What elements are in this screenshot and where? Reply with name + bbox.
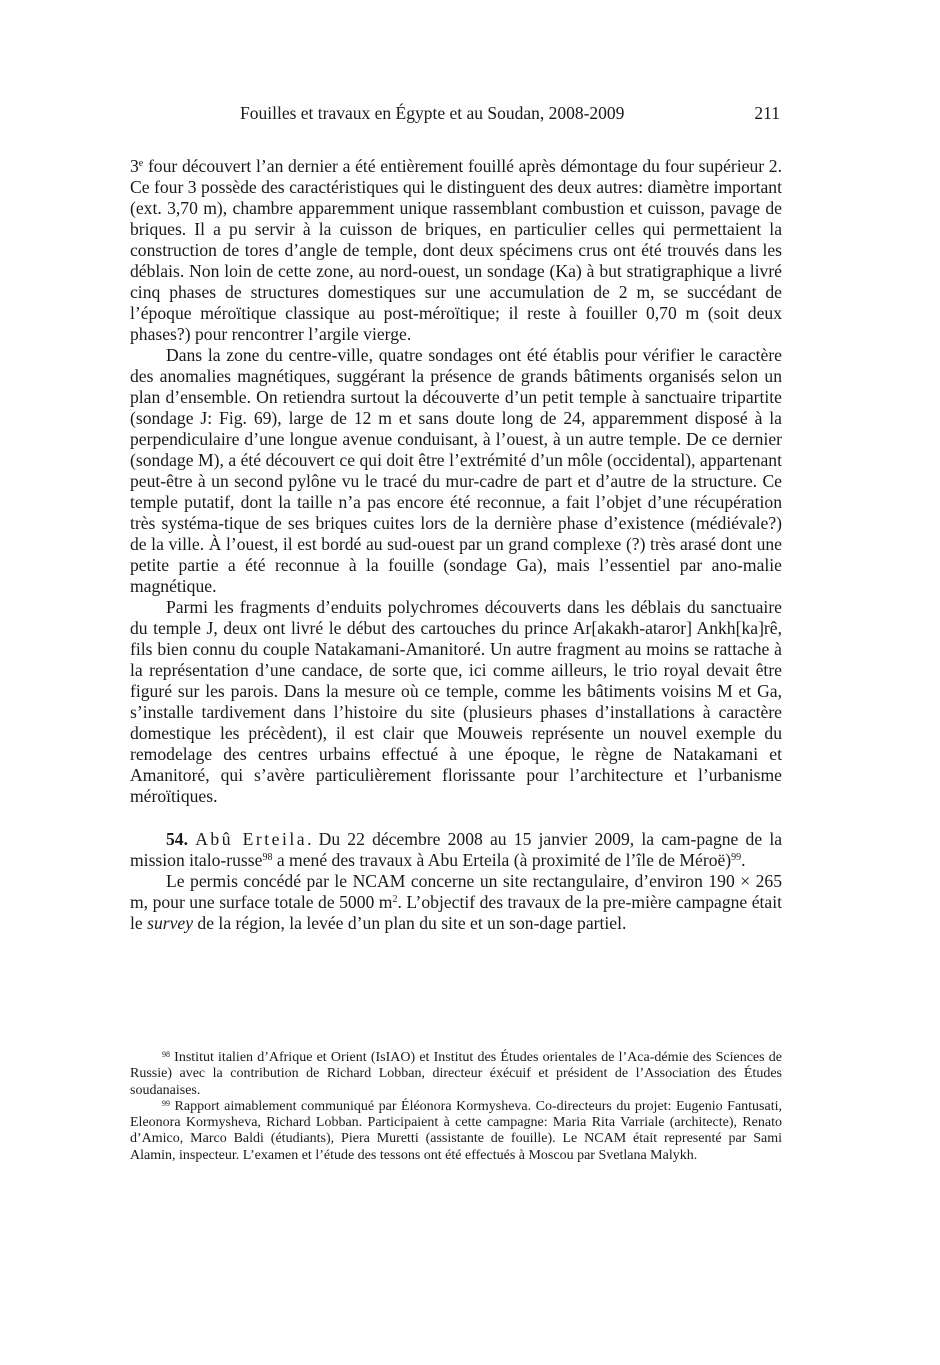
paragraph-3: Parmi les fragments d’enduits polychromes découverts dans les déblais du sanctuaire du temple J, deux ont livré le début des cartouches du prince Ar[akakh-ataror] Ankh[ka]rê, fils bien connu du couple Natakamani-Amanitoré. Un autre fragment au moins se rattache à la représentation d’une candace, de sorte que, ici comme ailleurs, le trio royal devait être figuré sur les parois. Dans la mesure où ce temple, comme les bâtiments voisins M et Ga, s’installe tardivement dans l’histoire du site (plusieurs phases d’installations à caractère domestique les précèdent), il est clair que Mouweis représente un nouvel exemple du remodelage des centres urbains effectué à une époque, le règne de Natakamani et Amanitoré, qui s’avère particulièrement florissante pour l’architecture et l’urbanisme méroïtiques. — [130, 597, 782, 806]
p5-italic: survey — [147, 913, 194, 933]
p5-text-a: Le permis concédé par le NCAM concerne un site rectangulaire, d’environ 190 × 265 m, pour une surface totale de 5000 m — [130, 871, 782, 912]
p1-ordinal-sup: e — [138, 158, 144, 169]
page-number: 211 — [754, 103, 780, 123]
main-text — [130, 156, 782, 934]
paragraph-2: Dans la zone du centre-ville, quatre sondages ont été établis pour vérifier le caractère des anomalies magnétiques, suggérant la présence de grands bâtiments organisés selon un plan d’ensemble. On retiendra surtout la découverte d’un petit temple à sanctuaire tripartite (sondage J: Fig. 69), large de 12 m et sans doute long de 24, apparemment disposé à la perpendiculaire d’une longue avenue conduisant, à l’ouest, à un autre temple. De ce dernier (sondage M), a été découvert ce qui doit être l’extrémité d’un môle (occidental), appartenant peut-être à un second pylône vu le tracé du mur-cadre de part et d’autre de la structure. Ce temple putatif, dont la taille n’a pas encore été reconnue, a fait l’objet d’une récupération très systéma-tique de ses briques cuites lors de la dernière phase d’existence (médiévale?) de la ville. À l’ouest, il est bordé au sud-ouest par un grand complexe (?) très arasé dont une petite partie a été reconnue à la fouille (sondage Ga), mais l’essentiel par ano-malie magnétique. — [130, 345, 782, 596]
footnote-98-text: Institut italien d’Afrique et Orient (IsIAO) et Institut des Études orientales de l’Aca-démie des Sciences de Russie) avec la contribution de Richard Lobban, directeur éxécuif et président de l’Association des Études soudanaises. — [130, 1050, 782, 1098]
footnote-ref-99[interactable]: 99 — [731, 852, 742, 863]
footnote-ref-98[interactable]: 98 — [262, 852, 273, 863]
section-number: 54. — [166, 829, 188, 849]
p5-text-b: . L’objectif des travaux de la pre-mière campagne était le — [130, 892, 782, 933]
section-54-paragraph — [130, 829, 782, 871]
footnotes — [130, 1050, 782, 1164]
p4-text-c: . — [741, 850, 746, 870]
paragraph-5 — [130, 871, 782, 934]
footnote-98-number: 98 — [162, 1050, 170, 1059]
p1-text: four découvert l’an dernier a été entièrement fouillé après démontage du four supérieur 2. Ce four 3 possède des caractéristiques qui le distinguent des deux autres: diamètre important (ext. 3,70 m), chambre apparemment unique rassemblant combustion et cuisson, pavage de briques. Il a pu servir à la cuisson de briques, en particulier celles qui permettaient la construction de tores d’angle de temple, dont deux spécimens crus ont été trouvés dans les déblais. Non loin de cette zone, au nord-ouest, un sondage (Ka) à but stratigraphique a livré cinq phases de structures domestiques sur une accumulation de 2 m, se succédant de l’époque méroïtique classique au post-méroïtique; il reste à fouiller 0,70 m (soit deux phases?) pour rencontrer l’argile vierge. — [130, 156, 782, 344]
p4-text-b: a mené des travaux à Abu Erteila (à proximité de l’île de Méroë) — [272, 850, 732, 870]
footnote-98 — [130, 1050, 782, 1099]
p4-text-a: . Du 22 décembre 2008 au 15 janvier 2009, la cam-pagne de la mission italo-russe — [130, 829, 783, 870]
section-title: Abû Erteila — [195, 829, 308, 849]
p5-text-c: de la région, la levée d’un plan du site et un son-dage partiel. — [193, 913, 627, 933]
running-title: Fouilles et travaux en Égypte et au Soudan, 2008-2009 — [240, 103, 625, 123]
footnote-99-number: 99 — [162, 1098, 170, 1108]
running-header — [130, 103, 780, 127]
footnote-99 — [130, 1099, 782, 1164]
p1-ordinal: 3 — [130, 156, 139, 176]
footnote-99-text: Rapport aimablement communiqué par Éléonora Kormysheva. Co-directeurs du projet: Eugenio Fantusati, Eleonora Kormysheva, Richard Lobban. Participaient à cette campagne: Maria Rita Varriale (architecte), Renato d’Amico, Marco Baldi (étudiants), Piera Muretti (assistante de fouille). Le NCAM était representé par Sami Alamin, inspecteur. L’examen et l’étude des tessons ont été effectués à Moscou par Svetlana Malykh. — [130, 1098, 782, 1163]
p5-sup: 2 — [392, 894, 398, 905]
section-gap — [130, 807, 782, 829]
paragraph-1 — [130, 156, 782, 345]
